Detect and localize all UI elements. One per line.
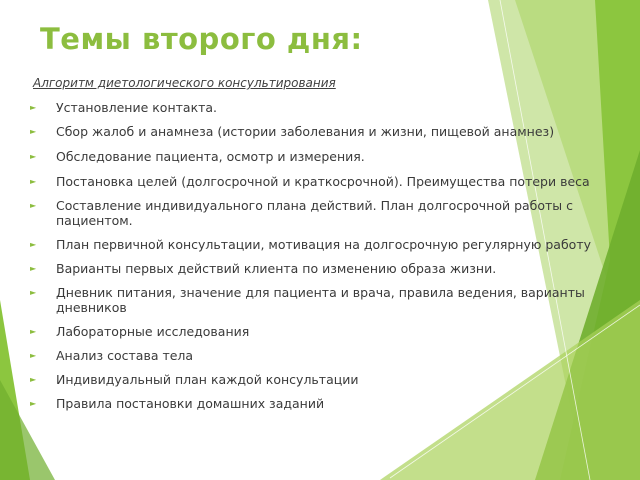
list-item: [28, 124, 598, 149]
arrow-bullet-icon: ►: [30, 177, 37, 186]
arrow-bullet-icon: ►: [30, 152, 37, 161]
list-item-text: Дневник питания, значение для пациента и врача, правила ведения, варианты дневников: [56, 285, 585, 315]
arrow-bullet-icon: ►: [30, 201, 37, 210]
list-item-text: План первичной консультации, мотивация на долгосрочную регулярную работу: [56, 237, 591, 252]
list-item: [28, 149, 598, 174]
list-item-text: Постановка целей (долгосрочной и краткосрочной). Преимущества потери веса: [56, 174, 590, 189]
list-item-text: Лабораторные исследования: [56, 324, 250, 339]
arrow-bullet-icon: ►: [30, 327, 37, 336]
list-item: [28, 396, 598, 420]
list-item: [28, 174, 598, 198]
arrow-bullet-icon: ►: [30, 103, 37, 112]
list-item: [28, 348, 598, 372]
list-item-text: Правила постановки домашних заданий: [56, 396, 325, 411]
list-item-text: Индивидуальный план каждой консультации: [56, 372, 359, 387]
list-item: [28, 324, 598, 348]
list-item-text: Анализ состава тела: [56, 348, 194, 363]
arrow-bullet-icon: ►: [30, 375, 37, 384]
list-item-text: Установление контакта.: [56, 100, 218, 115]
list-item: [28, 100, 598, 124]
list-item-text: Варианты первых действий клиента по изменению образа жизни.: [56, 261, 497, 276]
list-item-text: Обследование пациента, осмотр и измерения.: [56, 149, 365, 164]
arrow-bullet-icon: ►: [30, 288, 37, 297]
list-item-text: Сбор жалоб и анамнеза (истории заболевания и жизни, пищевой анамнез): [56, 124, 555, 139]
list-item: [28, 372, 598, 396]
slide-title: Темы второго дня:: [40, 22, 363, 56]
list-item: [28, 285, 598, 324]
arrow-bullet-icon: ►: [30, 399, 37, 408]
list-item-text: Составление индивидуального плана действий. План долгосрочной работы с пациентом.: [56, 198, 574, 228]
arrow-bullet-icon: ►: [30, 127, 37, 136]
list-item: [28, 261, 598, 285]
list-item: [28, 237, 598, 261]
arrow-bullet-icon: ►: [30, 240, 37, 249]
arrow-bullet-icon: ►: [30, 264, 37, 273]
topics-list: [28, 100, 598, 420]
arrow-bullet-icon: ►: [30, 351, 37, 360]
slide-subtitle: Алгоритм диетологического консультирования: [33, 76, 336, 90]
list-item: [28, 198, 598, 237]
